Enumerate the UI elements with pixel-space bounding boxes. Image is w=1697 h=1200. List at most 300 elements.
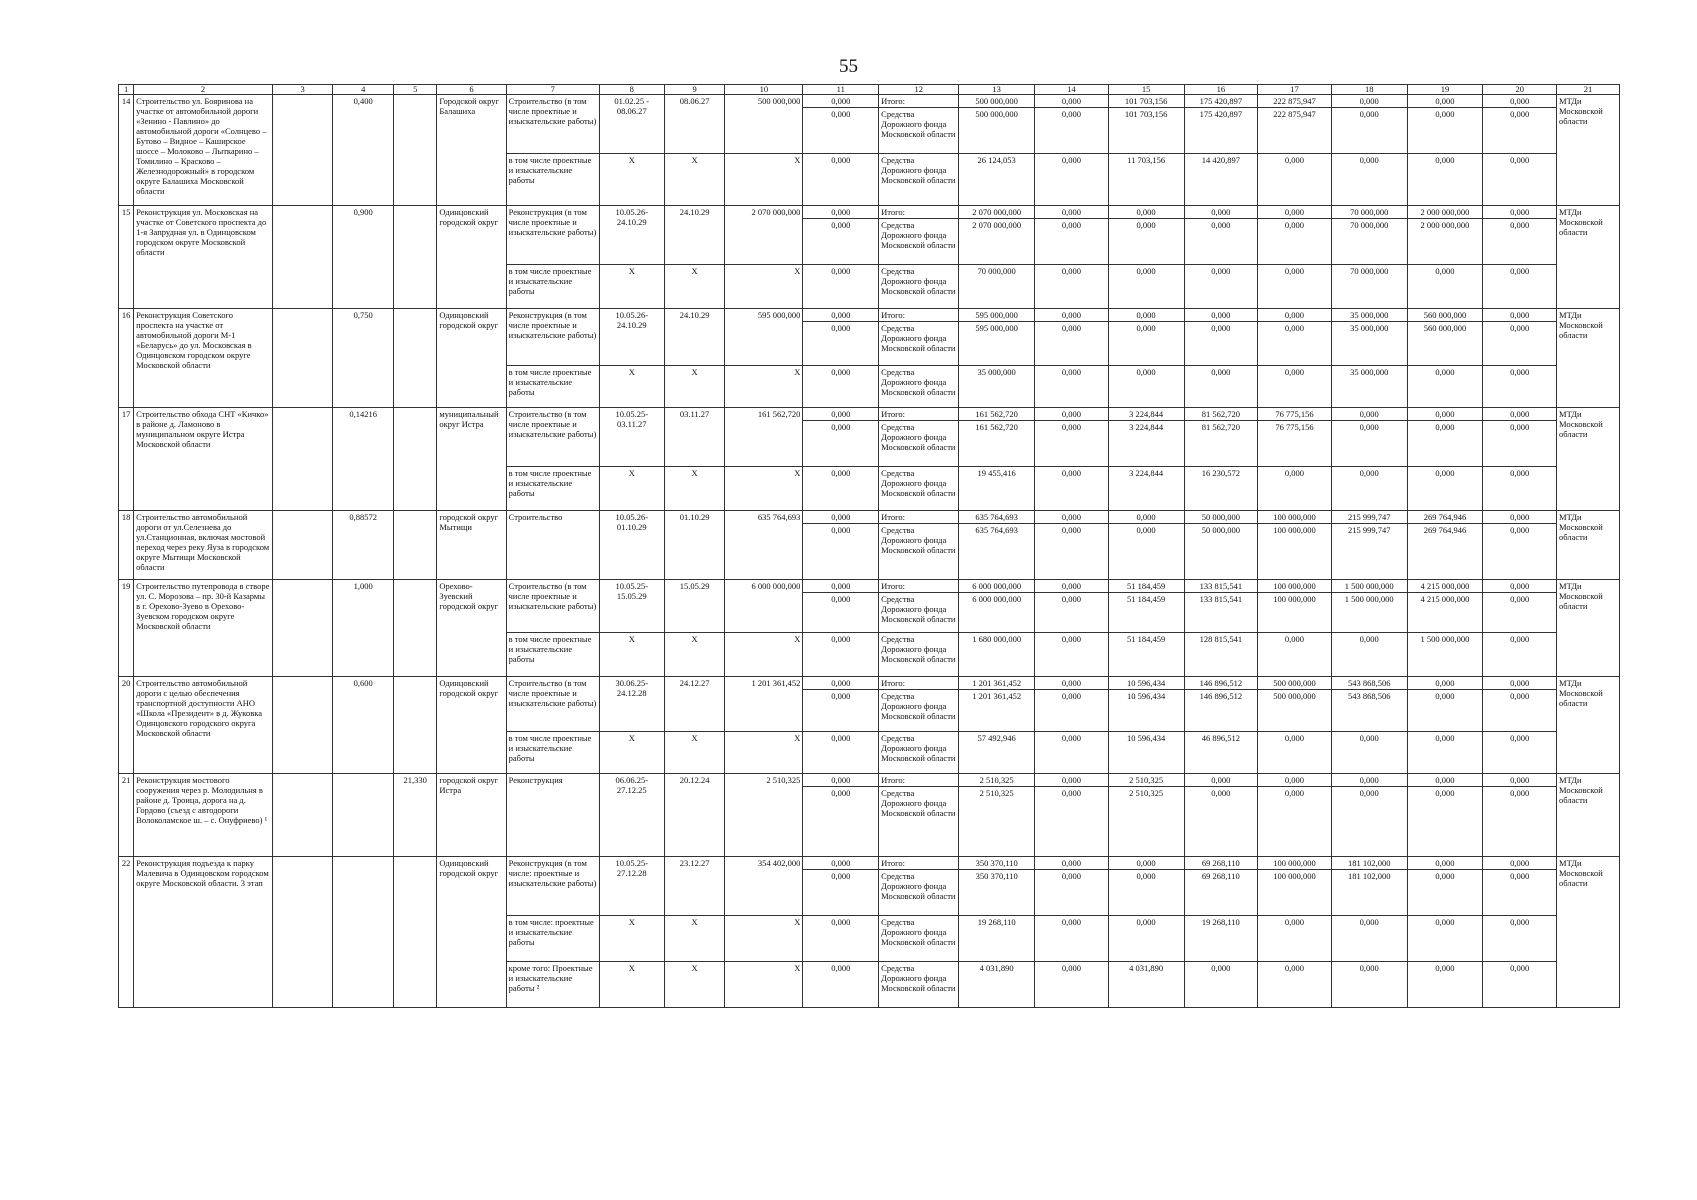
estimated-cost: 6 000 000,000 [725,580,803,633]
amount-col19: 0,000 [1407,787,1483,857]
amount-col18: 35 000,000 [1331,366,1407,408]
customer: МТДи Московской области [1557,857,1620,1008]
amount-col20: 0,000 [1483,154,1557,206]
amount-col16: 69 268,110 [1184,857,1258,870]
object-name: Строительство обхода СНТ «Кичко» в районе д. Ламоново в муниципальном округе Истра Московской области [134,408,273,511]
funding-source: Итого: [879,580,959,593]
work-period: X [599,732,664,774]
amount-col18: 0,000 [1331,408,1407,421]
commissioning-date: 08.06.27 [664,95,725,154]
amount-col14: 0,000 [1035,787,1109,857]
row-number: 19 [119,580,134,677]
work-type: в том числе проектные и изыскательские работы [506,633,599,677]
district: Одинцовский городской округ [437,857,506,1008]
commissioning-date: 24.10.29 [664,206,725,265]
estimated-cost: X [725,633,803,677]
capacity-km: 0,900 [333,206,394,309]
amount-col19: 269 764,946 [1407,524,1483,580]
estimated-cost: X [725,962,803,1008]
work-period: 10.05.25- 03.11.27 [599,408,664,467]
funding-source: Средства Дорожного фонда Московской области [879,962,959,1008]
amount-col14: 0,000 [1035,690,1109,732]
amount-col18: 1 500 000,000 [1331,580,1407,593]
amount-col13: 595 000,000 [959,309,1035,322]
financed-before: 0,000 [803,962,879,1008]
amount-col16: 14 420,897 [1184,154,1258,206]
amount-col18: 0,000 [1331,154,1407,206]
amount-col17: 0,000 [1258,732,1332,774]
amount-col17: 0,000 [1258,916,1332,962]
amount-col18: 543 868,506 [1331,677,1407,690]
funding-source: Средства Дорожного фонда Московской области [879,265,959,309]
funding-source: Средства Дорожного фонда Московской области [879,690,959,732]
amount-col13: 2 510,325 [959,787,1035,857]
amount-col19: 2 000 000,000 [1407,206,1483,219]
amount-col14: 0,000 [1035,366,1109,408]
amount-col14: 0,000 [1035,916,1109,962]
amount-col18: 215 999,747 [1331,524,1407,580]
work-type: в том числе: проектные и изыскательские работы [506,916,599,962]
amount-col16: 0,000 [1184,219,1258,265]
customer: МТДи Московской области [1557,95,1620,206]
funding-source: Итого: [879,95,959,108]
amount-col13: 19 455,416 [959,467,1035,511]
amount-col19: 0,000 [1407,870,1483,916]
cell-col3 [272,677,333,774]
amount-col18: 35 000,000 [1331,322,1407,366]
amount-col19: 4 215 000,000 [1407,593,1483,633]
customer: МТДи Московской области [1557,408,1620,511]
capacity-m [394,677,437,774]
amount-col16: 0,000 [1184,265,1258,309]
amount-col13: 161 562,720 [959,408,1035,421]
work-type: Реконструкция [506,774,599,857]
amount-col14: 0,000 [1035,870,1109,916]
amount-col19: 4 215 000,000 [1407,580,1483,593]
amount-col19: 0,000 [1407,154,1483,206]
amount-col17: 0,000 [1258,219,1332,265]
cell-col3 [272,580,333,677]
estimated-cost: 500 000,000 [725,95,803,154]
amount-col15: 2 510,325 [1108,774,1184,787]
work-period: X [599,265,664,309]
amount-col18: 0,000 [1331,787,1407,857]
amount-col17: 100 000,000 [1258,870,1332,916]
amount-col20: 0,000 [1483,677,1557,690]
amount-col16: 0,000 [1184,962,1258,1008]
amount-col14: 0,000 [1035,265,1109,309]
column-number: 11 [803,85,879,95]
amount-col16: 146 896,512 [1184,690,1258,732]
funding-source: Итого: [879,677,959,690]
column-number: 6 [437,85,506,95]
amount-col15: 51 184,459 [1108,593,1184,633]
amount-col17: 0,000 [1258,265,1332,309]
table-row [119,580,1620,593]
funding-source: Средства Дорожного фонда Московской области [879,633,959,677]
financed-before: 0,000 [803,774,879,787]
financed-before: 0,000 [803,857,879,870]
amount-col13: 635 764,693 [959,511,1035,524]
work-type: в том числе проектные и изыскательские работы [506,154,599,206]
amount-col13: 500 000,000 [959,95,1035,108]
district: Орехово-Зуевский городской округ [437,580,506,677]
column-number: 8 [599,85,664,95]
column-number: 13 [959,85,1035,95]
capacity-km [333,857,394,1008]
financing-table [118,84,1620,1008]
cell-col3 [272,206,333,309]
customer: МТДи Московской области [1557,677,1620,774]
customer: МТДи Московской области [1557,580,1620,677]
amount-col16: 0,000 [1184,366,1258,408]
column-number: 16 [1184,85,1258,95]
amount-col18: 0,000 [1331,467,1407,511]
amount-col20: 0,000 [1483,774,1557,787]
amount-col19: 0,000 [1407,467,1483,511]
work-type: Реконструкция (в том числе проектные и изыскательские работы) [506,206,599,265]
capacity-km: 0,750 [333,309,394,408]
district: муниципальный округ Истра [437,408,506,511]
amount-col18: 181 102,000 [1331,870,1407,916]
object-name: Реконструкция подъезда к парку Малевича в Одинцовском городском округе Московской области. 3 этап [134,857,273,1008]
customer: МТДи Московской области [1557,309,1620,408]
financed-before: 0,000 [803,265,879,309]
amount-col18: 0,000 [1331,916,1407,962]
estimated-cost: 635 764,693 [725,511,803,580]
amount-col20: 0,000 [1483,108,1557,154]
amount-col14: 0,000 [1035,309,1109,322]
amount-col16: 133 815,541 [1184,593,1258,633]
work-period: 10.05.25- 27.12.28 [599,857,664,916]
financed-before: 0,000 [803,366,879,408]
object-name: Реконструкция Советского проспекта на участке от автомобильной дороги М-1 «Беларусь» до ул. Московская в Одинцовском городском округе Московской области [134,309,273,408]
column-number-row [119,85,1620,95]
cell-col3 [272,408,333,511]
work-period: X [599,962,664,1008]
column-number: 17 [1258,85,1332,95]
funding-source: Итого: [879,309,959,322]
amount-col13: 4 031,890 [959,962,1035,1008]
amount-col17: 0,000 [1258,206,1332,219]
amount-col19: 0,000 [1407,857,1483,870]
cell-col3 [272,857,333,1008]
amount-col16: 146 896,512 [1184,677,1258,690]
amount-col14: 0,000 [1035,774,1109,787]
commissioning-date: X [664,633,725,677]
work-type: Строительство [506,511,599,580]
amount-col16: 0,000 [1184,206,1258,219]
amount-col13: 35 000,000 [959,366,1035,408]
work-period: 10.05.26- 24.10.29 [599,206,664,265]
row-number: 15 [119,206,134,309]
amount-col16: 128 815,541 [1184,633,1258,677]
amount-col14: 0,000 [1035,467,1109,511]
amount-col17: 0,000 [1258,366,1332,408]
amount-col14: 0,000 [1035,219,1109,265]
amount-col18: 70 000,000 [1331,206,1407,219]
district: Одинцовский городской округ [437,309,506,408]
object-name: Строительство автомобильной дороги от ул.Селезнева до ул.Станционная, включая мостовой переход через реку Яуза в городском округе Мытищи Московской области [134,511,273,580]
amount-col19: 0,000 [1407,962,1483,1008]
amount-col15: 101 703,156 [1108,108,1184,154]
work-type: Строительство (в том числе проектные и изыскательские работы) [506,677,599,732]
financed-before: 0,000 [803,408,879,421]
amount-col15: 3 224,844 [1108,421,1184,467]
amount-col19: 0,000 [1407,265,1483,309]
amount-col20: 0,000 [1483,206,1557,219]
amount-col19: 0,000 [1407,108,1483,154]
amount-col14: 0,000 [1035,206,1109,219]
amount-col14: 0,000 [1035,580,1109,593]
amount-col17: 0,000 [1258,467,1332,511]
financed-before: 0,000 [803,677,879,690]
funding-source: Средства Дорожного фонда Московской области [879,870,959,916]
financed-before: 0,000 [803,870,879,916]
capacity-m [394,408,437,511]
amount-col13: 350 370,110 [959,857,1035,870]
amount-col13: 19 268,110 [959,916,1035,962]
amount-col15: 0,000 [1108,870,1184,916]
amount-col16: 0,000 [1184,322,1258,366]
capacity-km [333,774,394,857]
amount-col15: 4 031,890 [1108,962,1184,1008]
amount-col20: 0,000 [1483,408,1557,421]
amount-col19: 0,000 [1407,421,1483,467]
amount-col20: 0,000 [1483,524,1557,580]
work-period: 06.06.25- 27.12.25 [599,774,664,857]
estimated-cost: X [725,154,803,206]
amount-col18: 543 868,506 [1331,690,1407,732]
amount-col13: 1 201 361,452 [959,690,1035,732]
object-name: Строительство путепровода в створе ул. С. Морозова – пр. 30-й Казармы в г. Орехово-Зуево в Орехово-Зуевском городском округе Московской области [134,580,273,677]
capacity-m: 21,330 [394,774,437,857]
customer: МТДи Московской области [1557,774,1620,857]
amount-col20: 0,000 [1483,593,1557,633]
amount-col15: 0,000 [1108,366,1184,408]
amount-col18: 0,000 [1331,421,1407,467]
amount-col15: 0,000 [1108,524,1184,580]
amount-col19: 0,000 [1407,408,1483,421]
row-number: 21 [119,774,134,857]
amount-col17: 100 000,000 [1258,593,1332,633]
funding-source: Средства Дорожного фонда Московской области [879,467,959,511]
amount-col15: 101 703,156 [1108,95,1184,108]
funding-source: Средства Дорожного фонда Московской области [879,108,959,154]
amount-col19: 0,000 [1407,95,1483,108]
commissioning-date: 20.12.24 [664,774,725,857]
column-number: 21 [1557,85,1620,95]
column-number: 9 [664,85,725,95]
commissioning-date: X [664,916,725,962]
amount-col17: 0,000 [1258,774,1332,787]
commissioning-date: 23.12.27 [664,857,725,916]
financed-before: 0,000 [803,690,879,732]
amount-col15: 3 224,844 [1108,408,1184,421]
amount-col20: 0,000 [1483,309,1557,322]
row-number: 16 [119,309,134,408]
amount-col20: 0,000 [1483,467,1557,511]
amount-col16: 0,000 [1184,309,1258,322]
funding-source: Средства Дорожного фонда Московской области [879,154,959,206]
amount-col17: 0,000 [1258,787,1332,857]
amount-col15: 2 510,325 [1108,787,1184,857]
amount-col15: 0,000 [1108,219,1184,265]
capacity-m [394,309,437,408]
work-type: Реконструкция (в том числе: проектные и изыскательские работы) [506,857,599,916]
table-row [119,206,1620,219]
financed-before: 0,000 [803,732,879,774]
funding-source: Средства Дорожного фонда Московской области [879,787,959,857]
amount-col14: 0,000 [1035,524,1109,580]
work-period: 30.06.25- 24.12.28 [599,677,664,732]
financed-before: 0,000 [803,593,879,633]
cell-col3 [272,95,333,206]
column-number: 10 [725,85,803,95]
object-name: Строительство ул. Бояринова на участке от автомобильной дороги «Зенино - Павлино» до автомобильной дороги «Солнцево – Бутово – Видное – Каширское шоссе – Молоково – Лыткарино – Томилино – Красково – Железнодорожный» в городском округе Балашиха Московской области [134,95,273,206]
amount-col13: 26 124,053 [959,154,1035,206]
amount-col15: 10 596,434 [1108,690,1184,732]
amount-col17: 100 000,000 [1258,524,1332,580]
object-name: Строительство автомобильной дороги с целью обеспечения транспортной доступности АНО «Школа «Президент» в д. Жуковка Одинцовского городского округа Московской области [134,677,273,774]
amount-col17: 222 875,947 [1258,108,1332,154]
district: городской округ Истра [437,774,506,857]
amount-col20: 0,000 [1483,916,1557,962]
column-number: 18 [1331,85,1407,95]
funding-source: Средства Дорожного фонда Московской области [879,219,959,265]
financed-before: 0,000 [803,206,879,219]
amount-col13: 350 370,110 [959,870,1035,916]
amount-col17: 0,000 [1258,309,1332,322]
amount-col17: 500 000,000 [1258,677,1332,690]
estimated-cost: 595 000,000 [725,309,803,366]
amount-col13: 1 680 000,000 [959,633,1035,677]
work-period: 10.05.26- 24.10.29 [599,309,664,366]
commissioning-date: 24.10.29 [664,309,725,366]
amount-col20: 0,000 [1483,580,1557,593]
amount-col17: 0,000 [1258,322,1332,366]
amount-col14: 0,000 [1035,408,1109,421]
funding-source: Средства Дорожного фонда Московской области [879,732,959,774]
funding-source: Средства Дорожного фонда Московской области [879,366,959,408]
financed-before: 0,000 [803,322,879,366]
funding-source: Итого: [879,206,959,219]
cell-col3 [272,511,333,580]
amount-col18: 70 000,000 [1331,219,1407,265]
amount-col16: 175 420,897 [1184,108,1258,154]
amount-col13: 2 070 000,000 [959,219,1035,265]
column-number: 1 [119,85,134,95]
amount-col16: 19 268,110 [1184,916,1258,962]
amount-col17: 76 775,156 [1258,408,1332,421]
work-period: X [599,633,664,677]
commissioning-date: X [664,962,725,1008]
financed-before: 0,000 [803,421,879,467]
work-type: Реконструкция (в том числе проектные и изыскательские работы) [506,309,599,366]
financing-table-container [118,84,1620,1008]
funding-source: Средства Дорожного фонда Московской области [879,322,959,366]
financed-before: 0,000 [803,524,879,580]
financed-before: 0,000 [803,916,879,962]
amount-col16: 50 000,000 [1184,524,1258,580]
amount-col13: 2 510,325 [959,774,1035,787]
amount-col15: 0,000 [1108,916,1184,962]
amount-col20: 0,000 [1483,322,1557,366]
amount-col16: 0,000 [1184,774,1258,787]
amount-col19: 0,000 [1407,916,1483,962]
estimated-cost: 161 562,720 [725,408,803,467]
funding-source: Итого: [879,774,959,787]
amount-col13: 6 000 000,000 [959,593,1035,633]
amount-col14: 0,000 [1035,108,1109,154]
amount-col16: 175 420,897 [1184,95,1258,108]
capacity-m [394,206,437,309]
commissioning-date: X [664,154,725,206]
customer: МТДи Московской области [1557,511,1620,580]
amount-col15: 0,000 [1108,309,1184,322]
amount-col18: 181 102,000 [1331,857,1407,870]
commissioning-date: X [664,467,725,511]
amount-col17: 76 775,156 [1258,421,1332,467]
amount-col13: 6 000 000,000 [959,580,1035,593]
amount-col20: 0,000 [1483,95,1557,108]
amount-col14: 0,000 [1035,95,1109,108]
amount-col14: 0,000 [1035,421,1109,467]
amount-col14: 0,000 [1035,677,1109,690]
amount-col13: 500 000,000 [959,108,1035,154]
funding-source: Итого: [879,511,959,524]
work-type: в том числе проектные и изыскательские работы [506,467,599,511]
financed-before: 0,000 [803,633,879,677]
amount-col18: 0,000 [1331,774,1407,787]
amount-col18: 0,000 [1331,108,1407,154]
work-type: в том числе проектные и изыскательские работы [506,366,599,408]
row-number: 14 [119,95,134,206]
amount-col15: 0,000 [1108,206,1184,219]
column-number: 4 [333,85,394,95]
table-row [119,774,1620,787]
funding-source: Средства Дорожного фонда Московской области [879,916,959,962]
amount-col18: 1 500 000,000 [1331,593,1407,633]
work-period: X [599,916,664,962]
commissioning-date: 15.05.29 [664,580,725,633]
customer: МТДи Московской области [1557,206,1620,309]
capacity-km: 1,000 [333,580,394,677]
amount-col13: 1 201 361,452 [959,677,1035,690]
amount-col17: 0,000 [1258,633,1332,677]
amount-col17: 100 000,000 [1258,580,1332,593]
district: городской округ Мытищи [437,511,506,580]
amount-col20: 0,000 [1483,962,1557,1008]
amount-col15: 0,000 [1108,857,1184,870]
column-number: 2 [134,85,273,95]
amount-col14: 0,000 [1035,154,1109,206]
amount-col16: 46 896,512 [1184,732,1258,774]
column-number: 20 [1483,85,1557,95]
amount-col20: 0,000 [1483,857,1557,870]
estimated-cost: 354 402,000 [725,857,803,916]
amount-col16: 81 562,720 [1184,408,1258,421]
financed-before: 0,000 [803,154,879,206]
district: Одинцовский городской округ [437,206,506,309]
amount-col13: 70 000,000 [959,265,1035,309]
estimated-cost: 2 070 000,000 [725,206,803,265]
amount-col15: 11 703,156 [1108,154,1184,206]
amount-col13: 635 764,693 [959,524,1035,580]
amount-col20: 0,000 [1483,219,1557,265]
column-number: 12 [879,85,959,95]
capacity-m [394,511,437,580]
